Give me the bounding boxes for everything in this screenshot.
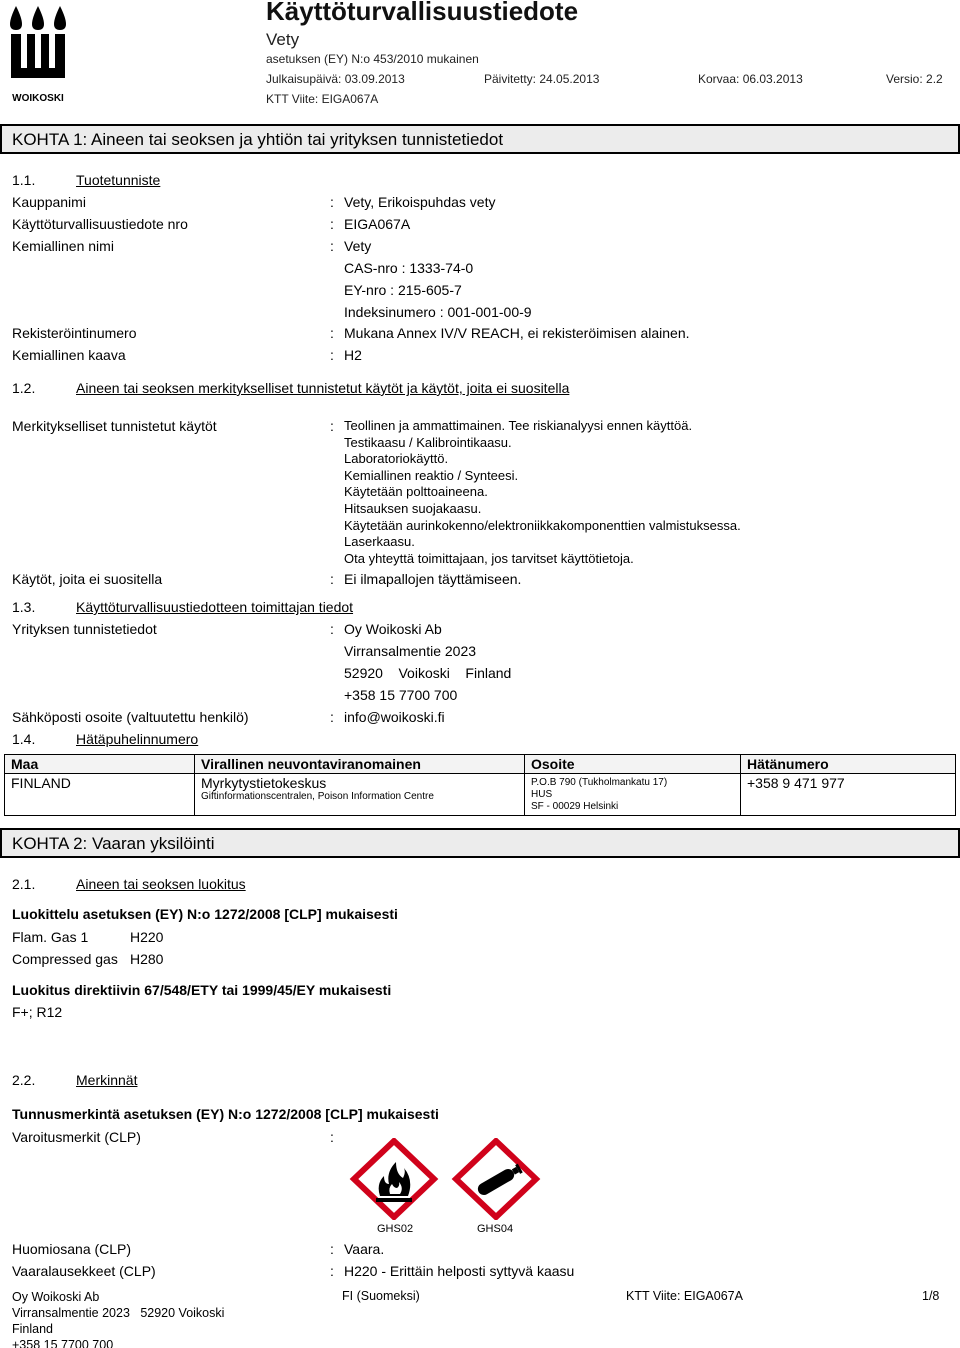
footer-company: Oy Woikoski Ab (12, 1290, 100, 1304)
pictogram-code: GHS02 (377, 1223, 414, 1235)
use-item: Laboratoriokäyttö. (344, 451, 449, 467)
use-item: Käytetään polttoaineena. (344, 484, 488, 500)
subsection-1-2-title: Aineen tai seoksen merkitykselliset tunnistetut käytöt ja käytöt, joita ei suositella (76, 380, 570, 396)
column-header: Hätänumero (741, 755, 956, 774)
hazard-class: Flam. Gas 1 (12, 929, 89, 945)
colon: : (330, 1263, 334, 1279)
page-number: 1/8 (922, 1289, 940, 1303)
column-header: Maa (5, 755, 195, 774)
colon: : (330, 1241, 334, 1257)
subsection-2-1-number: 2.1. (12, 876, 36, 892)
subsection-2-1-title: Aineen tai seoksen luokitus (76, 876, 246, 892)
cas-number: CAS-nro : 1333-74-0 (344, 260, 474, 276)
labelling-heading: Tunnusmerkintä asetuksen (EY) N:o 1272/2008 [CLP] mukaisesti (12, 1106, 439, 1122)
document-title: Käyttöturvallisuustiedote (266, 0, 579, 26)
footer-ktt-reference: KTT Viite: EIGA067A (626, 1289, 743, 1303)
trade-name-value: Vety, Erikoispuhdas vety (344, 194, 496, 210)
use-item: Teollinen ja ammattimainen. Tee riskianalyysi ennen käyttöä. (344, 418, 693, 433)
registration-value: Mukana Annex IV/V REACH, ei rekisteröimisen alainen. (344, 325, 690, 341)
country-cell: FINLAND (5, 774, 195, 816)
emergency-contact-table (4, 754, 956, 816)
use-item: Ota yhteyttä toimittajaan, jos tarvitset käyttötietoja. (344, 550, 634, 566)
table-header-row (5, 755, 956, 774)
ec-number: EY-nro : 215-605-7 (344, 282, 462, 298)
section-2-header: KOHTA 2: Vaaran yksilöinti (0, 828, 960, 858)
colon: : (330, 709, 334, 725)
subsection-1-1-title: Tuotetunniste (76, 172, 161, 188)
replaces-date: Korvaa: 06.03.2013 (698, 72, 803, 86)
colon: : (330, 571, 334, 587)
use-item: Käytetään aurinkokenno/elektroniikkakomponenttien valmistuksessa. (344, 517, 741, 533)
woikoski-logo (8, 4, 68, 104)
subsection-2-2-number: 2.2. (12, 1072, 36, 1088)
sds-number-value: EIGA067A (344, 216, 411, 232)
gas-cylinder-icon (442, 1138, 550, 1220)
colon: : (330, 216, 334, 232)
published-date: Julkaisupäivä: 03.09.2013 (266, 72, 405, 86)
identified-uses-list (344, 418, 741, 567)
uses-not-recommended-value: Ei ilmapallojen täyttämiseen. (344, 571, 522, 587)
hazard-statements-label: Vaaralausekkeet (CLP) (12, 1263, 156, 1279)
company-street: Virransalmentie 2023 (344, 643, 477, 659)
use-item: Laserkaasu. (344, 534, 415, 550)
pictograms-label: Varoitusmerkit (CLP) (12, 1129, 141, 1145)
identified-uses-label: Merkitykselliset tunnistetut käytöt (12, 418, 217, 434)
subsection-1-3-title: Käyttöturvallisuustiedotteen toimittajan tiedot (76, 599, 354, 615)
address-line: SF - 00029 Helsinki (531, 801, 619, 812)
colon: : (330, 1129, 334, 1145)
sds-number-label: Käyttöturvallisuustiedote nro (12, 216, 188, 232)
directive-classification-heading: Luokitus direktiivin 67/548/ETY tai 1999/45/EY mukaisesti (12, 982, 392, 998)
chemical-name-label: Kemiallinen nimi (12, 238, 114, 254)
authority-subtitle: Giftinformationscentralen, Poison Information Centre (201, 791, 434, 802)
version: Versio: 2.2 (886, 72, 943, 86)
hazard-code: H280 (130, 951, 164, 967)
formula-value: H2 (344, 347, 362, 363)
colon: : (330, 194, 334, 210)
subsection-2-2-title: Merkinnät (76, 1072, 138, 1088)
column-header: Virallinen neuvontaviranomainen (195, 755, 525, 774)
authority-cell (195, 774, 525, 816)
address-cell (525, 774, 741, 816)
logo-text: WOIKOSKI (12, 93, 64, 104)
flame-icon (340, 1138, 448, 1220)
signal-word-label: Huomiosana (CLP) (12, 1241, 132, 1257)
section-1-header: KOHTA 1: Aineen tai seoksen ja yhtiön tai yrityksen tunnistetiedot (0, 124, 960, 154)
use-item: Kemiallinen reaktio / Synteesi. (344, 467, 519, 483)
trade-name-label: Kauppanimi (12, 194, 86, 210)
address-line: HUS (531, 789, 553, 800)
email-label: Sähköposti osoite (valtuutettu henkilö) (12, 709, 249, 725)
email-value[interactable]: info@woikoski.fi (344, 709, 445, 725)
hazard-statements-value: H220 - Erittäin helposti syttyvä kaasu (344, 1263, 575, 1279)
regulation-text: asetuksen (EY) N:o 453/2010 mukainen (266, 52, 479, 66)
use-item: Testikaasu / Kalibrointikaasu. (344, 434, 512, 450)
chemical-name-value: Vety (344, 238, 372, 254)
footer-country: Finland (12, 1322, 53, 1336)
formula-label: Kemiallinen kaava (12, 347, 126, 363)
colon: : (330, 347, 334, 363)
subsection-1-1-number: 1.1. (12, 172, 36, 188)
directive-classification-value: F+; R12 (12, 1004, 63, 1020)
ktt-reference: KTT Viite: EIGA067A (266, 92, 379, 106)
colon: : (330, 418, 334, 434)
subsection-1-4-number: 1.4. (12, 731, 36, 747)
colon: : (330, 238, 334, 254)
address-line: P.O.B 790 (Tukholmankatu 17) (531, 777, 668, 788)
column-header: Osoite (525, 755, 741, 774)
hazard-class: Compressed gas (12, 951, 118, 967)
hazard-code: H220 (130, 929, 164, 945)
emergency-phone-cell: +358 9 471 977 (741, 774, 956, 816)
footer-company-block (12, 1289, 224, 1348)
company-id-label: Yrityksen tunnistetiedot (12, 621, 157, 637)
signal-word-value: Vaara. (344, 1241, 385, 1257)
subsection-1-3-number: 1.3. (12, 599, 36, 615)
registration-label: Rekisteröintinumero (12, 325, 137, 341)
colon: : (330, 325, 334, 341)
company-phone: +358 15 7700 700 (344, 687, 458, 703)
colon: : (330, 621, 334, 637)
company-name: Oy Woikoski Ab (344, 621, 442, 637)
subsection-1-2-number: 1.2. (12, 380, 36, 396)
authority-name: Myrkytystietokeskus (201, 775, 327, 791)
uses-not-recommended-label: Käytöt, joita ei suositella (12, 571, 163, 587)
footer-language: FI (Suomeksi) (342, 1289, 420, 1303)
subsection-1-4-title: Hätäpuhelinnumero (76, 731, 199, 747)
pictogram-code: GHS04 (477, 1223, 514, 1235)
clp-classification-heading: Luokittelu asetuksen (EY) N:o 1272/2008 [CLP] mukaisesti (12, 906, 398, 922)
table-row (5, 774, 956, 816)
updated-date: Päivitetty: 24.05.2013 (484, 72, 600, 86)
footer-phone: +358 15 7700 700 (12, 1338, 114, 1348)
footer-address: Virransalmentie 2023 52920 Voikoski (12, 1306, 225, 1320)
product-name: Vety (266, 30, 300, 49)
use-item: Hitsauksen suojakaasu. (344, 500, 482, 516)
index-number: Indeksinumero : 001-001-00-9 (344, 304, 532, 320)
company-city: 52920 Voikoski Finland (344, 665, 512, 681)
